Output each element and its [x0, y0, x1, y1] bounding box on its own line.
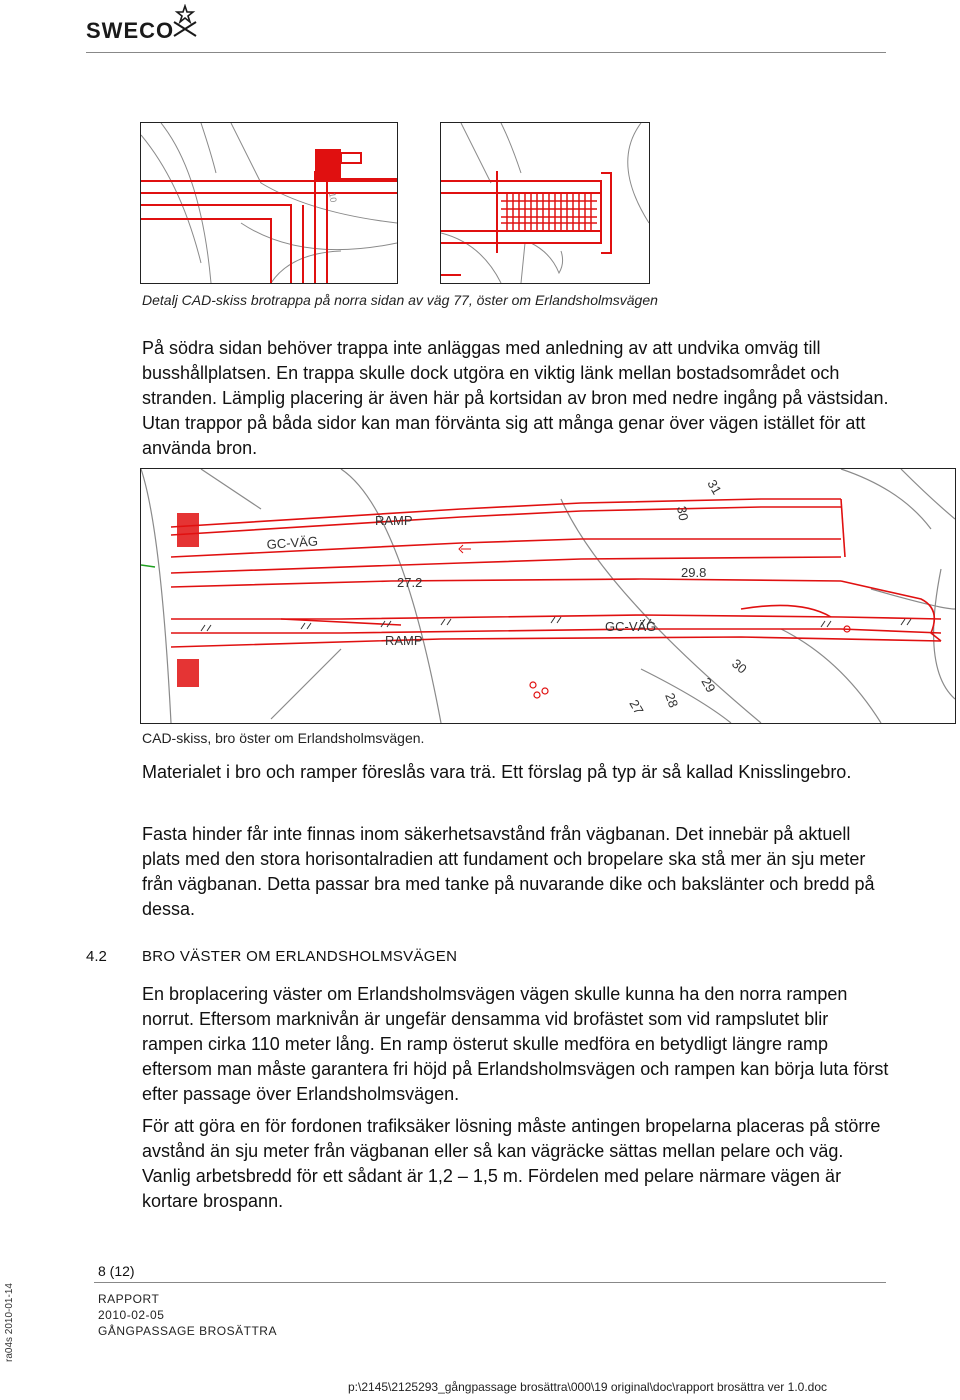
label-gcvag-left: GC-VÄG — [266, 533, 319, 552]
footer-doc-title: GÅNGPASSAGE BROSÄTTRA — [98, 1324, 277, 1338]
cad-detail-left — [140, 122, 398, 284]
section-number: 4.2 — [86, 948, 107, 965]
paragraph-2: Materialet i bro och ramper föreslås vara trä. Ett förslag på typ är så kallad Knisslingebro. — [142, 762, 852, 782]
label-contour-30-bottom: 30 — [729, 655, 750, 677]
cad-sketch-bridge — [140, 468, 956, 724]
label-contour-28-bottom: 28 — [662, 690, 682, 710]
figure1-caption: Detalj CAD-skiss brotrappa på norra sidan av väg 77, öster om Erlandsholmsvägen — [142, 292, 658, 308]
label-elevation-left: 27.2 — [397, 575, 423, 590]
footer-template-code: ra04s 2010-01-14 — [4, 1283, 15, 1362]
sweco-logo-text: SWECO — [86, 18, 175, 43]
paragraph-1: På södra sidan behöver trappa inte anläggas med anledning av att undvika omväg till busshållplatsen. En trappa skulle dock utgöra en viktig länk mellan bostadsområdet och stranden. Lämplig placering är även här på kortsidan av bron med nedre ingång på västsidan. Utan trappor på båda sidor kan man förvänta sig att många genar över vägen istället för att använda bron. — [142, 338, 889, 458]
paragraph-5: För att göra en för fordonen trafiksäker lösning måste antingen bropelarna placeras på större avstånd än sju meter från vägbanan eller så kan vägräcke sättas mellan pelare och väg. Vanlig arbetsbredd för ett sådant är 1,2 – 1,5 m. Fördelen med pelare närmare vägen är kortare brospann. — [142, 1116, 881, 1211]
sweco-logo-icon — [170, 4, 200, 38]
figure2-caption: CAD-skiss, bro öster om Erlandsholmsvägen. — [142, 730, 425, 746]
header-divider — [86, 52, 886, 53]
label-ramp-bottom: RAMP — [385, 633, 423, 648]
footer-date: 2010-02-05 — [98, 1308, 165, 1322]
svg-text:10: 10 — [327, 191, 339, 204]
paragraph-4: En broplacering väster om Erlandsholmsvägen vägen skulle kunna ha den norra rampen norrut. Eftersom marknivån är ungefär densamma vid brofästet som vid rampslutet blir rampen cirka 110 meter lång. En ramp österut skulle medföra en betydligt längre ramp eftersom man måste garantera fri höjd på Erlandsholmsvägen och rampen kan börja luta först efter passage över Erlandsholmsvägen. — [142, 984, 889, 1104]
label-contour-30-top: 30 — [674, 504, 692, 522]
section-title: BRO VÄSTER OM ERLANDSHOLMSVÄGEN — [142, 948, 458, 965]
page-number: 8 (12) — [98, 1263, 135, 1279]
label-elevation-right: 29.8 — [681, 565, 707, 580]
label-gcvag-right: GC-VÄG — [605, 619, 657, 634]
footer-doc-type: RAPPORT — [98, 1292, 160, 1306]
label-contour-31-top: 31 — [704, 477, 725, 498]
paragraph-3: Fasta hinder får inte finnas inom säkerhetsavstånd från vägbanan. Det innebär på aktuell plats med den stora horisontalradien att fundament och bropelare ska stå mer än sju meter från vägbanan. Detta passar bra med tanke på nuvarande dike och bakslänter och bredd på dessa. — [142, 824, 875, 919]
label-contour-27-bottom: 27 — [626, 697, 647, 718]
label-ramp-top: RAMP — [375, 513, 413, 528]
label-contour-29-bottom: 29 — [698, 675, 719, 696]
footer-file-path: p:\2145\2125293_gångpassage brosättra\000\19 original\doc\rapport brosättra ver 1.0.doc — [348, 1380, 828, 1394]
footer-divider — [94, 1282, 886, 1283]
cad-detail-right — [440, 122, 650, 284]
